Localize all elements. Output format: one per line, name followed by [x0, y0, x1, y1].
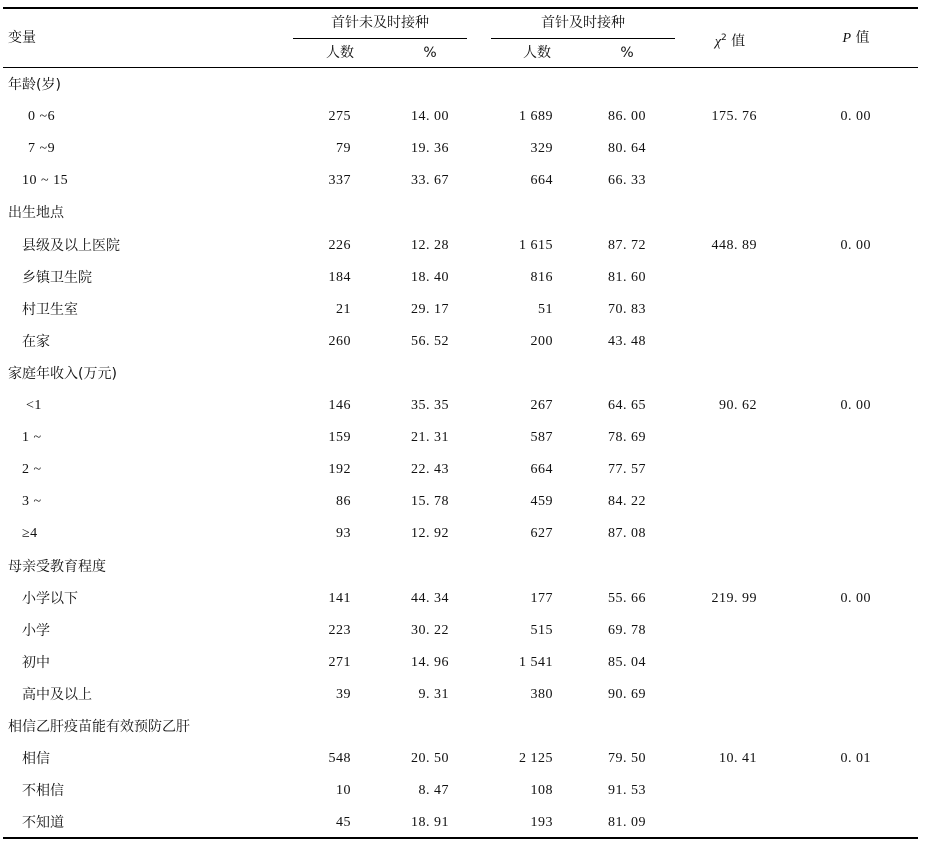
row-label: 小学以下: [22, 591, 78, 607]
timely-percent-cell: 80. 64: [608, 141, 646, 156]
timely-percent-cell: 84. 22: [608, 494, 646, 509]
timely-count-cell: 816: [530, 270, 553, 285]
late-percent-cell: 9. 31: [418, 687, 449, 702]
p-value-cell: 0. 00: [840, 109, 871, 124]
p-suffix: 值: [851, 30, 870, 46]
group-late-underline: [293, 38, 467, 39]
p-value-cell: 0. 00: [840, 398, 871, 413]
late-count-cell: 184: [328, 270, 351, 285]
chi-suffix: 值: [726, 33, 746, 50]
p-value-cell: 0. 01: [840, 751, 871, 766]
late-count-cell: 39: [336, 687, 351, 702]
chi-square-cell: 10. 41: [719, 751, 757, 766]
timely-count-cell: 515: [530, 623, 553, 638]
timely-count-cell: 1 615: [519, 238, 553, 253]
late-count-cell: 260: [328, 334, 351, 349]
late-count-cell: 275: [328, 109, 351, 124]
late-percent-cell: 29. 17: [411, 302, 449, 317]
timely-percent-cell: 69. 78: [608, 623, 646, 638]
late-count-cell: 159: [328, 430, 351, 445]
row-label: <1: [26, 398, 42, 413]
row-label: 乡镇卫生院: [22, 270, 92, 286]
timely-count-cell: 193: [530, 815, 553, 830]
timely-percent-cell: 55. 66: [608, 591, 646, 606]
row-label: 相信: [22, 751, 50, 767]
late-count-cell: 10: [336, 783, 351, 798]
group-timely-underline: [491, 38, 675, 39]
group-label: 家庭年收入(万元): [8, 366, 117, 382]
row-label: 高中及以上: [22, 687, 92, 703]
header-timely-count: 人数: [523, 45, 551, 61]
late-count-cell: 192: [328, 462, 351, 477]
late-count-cell: 141: [328, 591, 351, 606]
timely-percent-cell: 78. 69: [608, 430, 646, 445]
late-percent-cell: 18. 40: [411, 270, 449, 285]
late-percent-cell: 30. 22: [411, 623, 449, 638]
timely-count-cell: 200: [530, 334, 553, 349]
timely-percent-cell: 66. 33: [608, 173, 646, 188]
timely-percent-cell: 64. 65: [608, 398, 646, 413]
p-value-cell: 0. 00: [840, 238, 871, 253]
late-percent-cell: 44. 34: [411, 591, 449, 606]
chi-square-cell: 448. 89: [711, 238, 757, 253]
late-count-cell: 146: [328, 398, 351, 413]
timely-count-cell: 177: [530, 591, 553, 606]
timely-percent-cell: 70. 83: [608, 302, 646, 317]
row-label: 在家: [22, 334, 50, 350]
chi-square-cell: 175. 76: [711, 109, 757, 124]
header-timely-percent: %: [620, 45, 634, 61]
row-label: 小学: [22, 623, 50, 639]
timely-percent-cell: 79. 50: [608, 751, 646, 766]
timely-percent-cell: 85. 04: [608, 655, 646, 670]
header-late-percent: %: [423, 45, 437, 61]
timely-percent-cell: 77. 57: [608, 462, 646, 477]
header-bottom-rule: [3, 67, 918, 68]
row-label: 2 ~: [22, 462, 42, 477]
late-percent-cell: 35. 35: [411, 398, 449, 413]
timely-count-cell: 664: [530, 173, 553, 188]
late-percent-cell: 12. 28: [411, 238, 449, 253]
group-label: 母亲受教育程度: [8, 559, 106, 575]
late-count-cell: 86: [336, 494, 351, 509]
timely-count-cell: 329: [530, 141, 553, 156]
p-value-cell: 0. 00: [840, 591, 871, 606]
group-label: 出生地点: [8, 205, 64, 221]
late-percent-cell: 8. 47: [418, 783, 449, 798]
timely-count-cell: 1 541: [519, 655, 553, 670]
timely-percent-cell: 90. 69: [608, 687, 646, 702]
late-percent-cell: 14. 96: [411, 655, 449, 670]
timely-count-cell: 2 125: [519, 751, 553, 766]
header-variable: 变量: [8, 30, 36, 46]
timely-count-cell: 1 689: [519, 109, 553, 124]
group-label: 年龄(岁): [8, 77, 61, 93]
late-count-cell: 226: [328, 238, 351, 253]
row-label: 县级及以上医院: [22, 238, 120, 254]
row-label: 7 ~9: [28, 141, 56, 156]
late-percent-cell: 22. 43: [411, 462, 449, 477]
late-percent-cell: 15. 78: [411, 494, 449, 509]
late-percent-cell: 14. 00: [411, 109, 449, 124]
chi-symbol: χ: [714, 34, 721, 50]
header-p-value: [816, 28, 896, 49]
row-label: 村卫生室: [22, 302, 78, 318]
row-label: 10 ~ 15: [22, 173, 69, 188]
row-label: 不相信: [22, 783, 64, 799]
late-count-cell: 271: [328, 655, 351, 670]
timely-percent-cell: 81. 09: [608, 815, 646, 830]
timely-count-cell: 108: [530, 783, 553, 798]
timely-percent-cell: 87. 08: [608, 526, 646, 541]
row-label: 1 ~: [22, 430, 42, 445]
late-percent-cell: 18. 91: [411, 815, 449, 830]
header-chi-square: [690, 28, 770, 53]
late-percent-cell: 21. 31: [411, 430, 449, 445]
timely-percent-cell: 87. 72: [608, 238, 646, 253]
timely-count-cell: 587: [530, 430, 553, 445]
late-count-cell: 337: [328, 173, 351, 188]
timely-count-cell: 459: [530, 494, 553, 509]
timely-percent-cell: 43. 48: [608, 334, 646, 349]
late-percent-cell: 33. 67: [411, 173, 449, 188]
row-label: 0 ~6: [28, 109, 56, 124]
row-label: ≥4: [22, 526, 38, 541]
late-percent-cell: 20. 50: [411, 751, 449, 766]
chi-square-cell: 219. 99: [711, 591, 757, 606]
late-percent-cell: 56. 52: [411, 334, 449, 349]
timely-count-cell: 267: [530, 398, 553, 413]
timely-percent-cell: 91. 53: [608, 783, 646, 798]
late-count-cell: 93: [336, 526, 351, 541]
timely-count-cell: 664: [530, 462, 553, 477]
late-count-cell: 548: [328, 751, 351, 766]
row-label: 3 ~: [22, 494, 42, 509]
late-count-cell: 223: [328, 623, 351, 638]
timely-count-cell: 51: [538, 302, 553, 317]
table-top-rule: [3, 7, 918, 9]
group-label: 相信乙肝疫苗能有效预防乙肝: [8, 719, 190, 735]
header-group-late: 首针未及时接种: [331, 15, 429, 31]
chi-superscript: 2: [720, 33, 727, 43]
row-label: 初中: [22, 655, 50, 671]
header-group-timely: 首针及时接种: [541, 15, 625, 31]
chi-square-cell: 90. 62: [719, 398, 757, 413]
table-bottom-rule: [3, 837, 918, 839]
timely-percent-cell: 81. 60: [608, 270, 646, 285]
timely-count-cell: 627: [530, 526, 553, 541]
late-count-cell: 79: [336, 141, 351, 156]
p-symbol: P: [842, 31, 852, 46]
header-late-count: 人数: [326, 45, 354, 61]
row-label: 不知道: [22, 815, 64, 831]
late-percent-cell: 12. 92: [411, 526, 449, 541]
timely-count-cell: 380: [530, 687, 553, 702]
timely-percent-cell: 86. 00: [608, 109, 646, 124]
late-count-cell: 45: [336, 815, 351, 830]
late-count-cell: 21: [336, 302, 351, 317]
late-percent-cell: 19. 36: [411, 141, 449, 156]
